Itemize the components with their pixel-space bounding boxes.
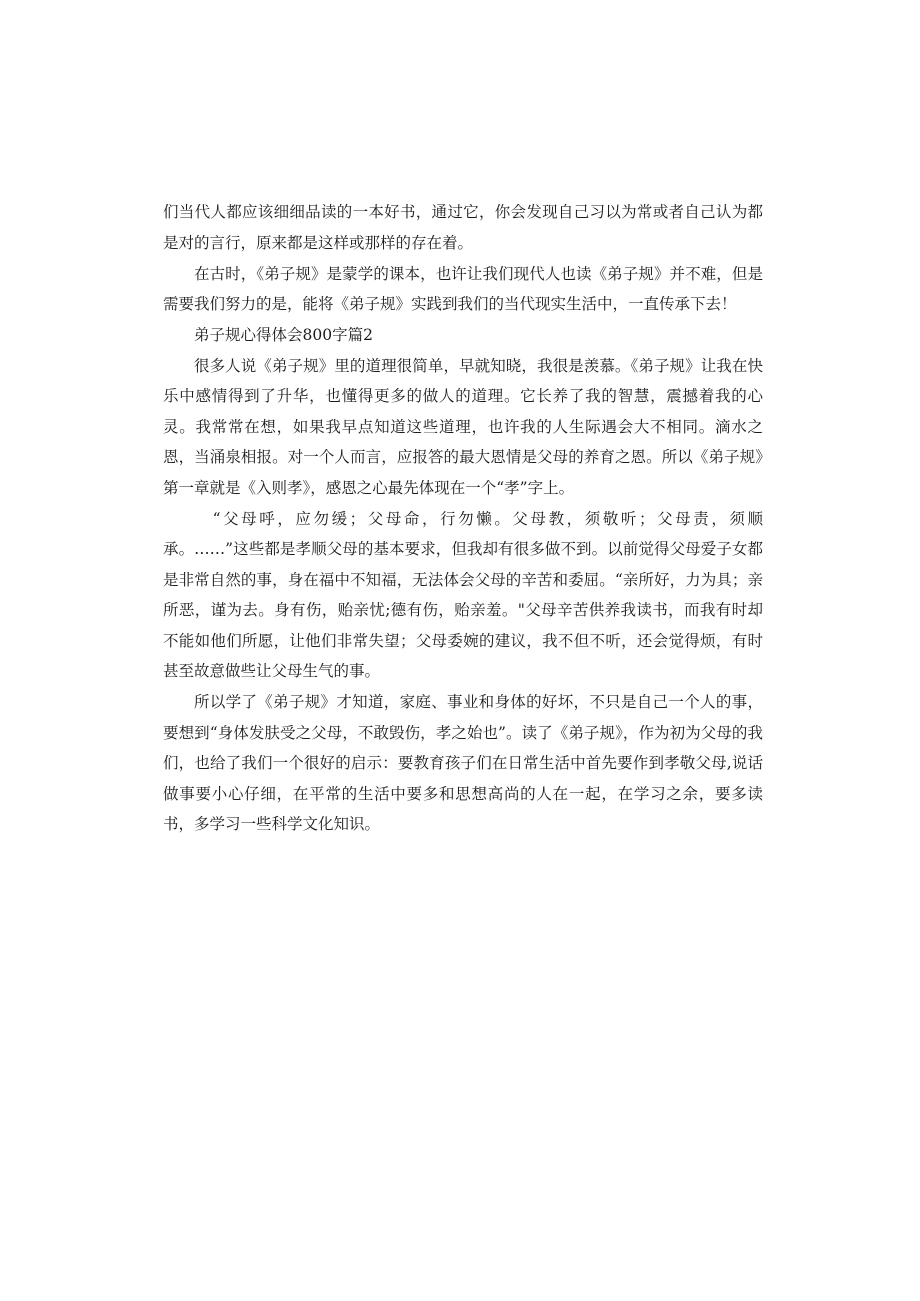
paragraph-many-people: 很多人说《弟子规》里的道理很简单，早就知晓，我很是羡慕。《弟子规》让我在快乐中感情得到了升华，也懂得更多的做人的道理。它长养了我的智慧，震撼着我的心灵。我常常在想，如果我早点知道这些道理，也许我的人生际遇会大不相同。滴水之恩，当涌泉相报。对一个人而言，应报答的最大恩情是父母的养育之恩。所以《弟子规》第一章就是《入则孝》，感恩之心最先体现在一个“孝”字上。 [163,356,763,497]
paragraph-continuation: 们当代人都应该细细品读的一本好书，通过它，你会发现自己习以为常或者自己认为都是对的言行，原来都是这样或那样的存在着。 [163,203,763,252]
paragraph-conclusion: 所以学了《弟子规》才知道，家庭、事业和身体的好坏，不只是自己一个人的事，要想到“身体发肤受之父母，不敢毁伤，孝之始也”。读了《弟子规》，作为初为父母的我们，也给了我们一个很好的启示：要教育孩子们在日常生活中首先要作到孝敬父母,说话做事要小心仔细，在平常的生活中要多和思想高尚的人在一起，在学习之余，要多读书，多学习一些科学文化知识。 [163,693,763,833]
document-body [163,197,763,840]
section-heading: 弟子规心得体会800字篇2 [194,326,373,344]
paragraph-ancient-times: 在古时，《弟子规》是蒙学的课本，也许让我们现代人也读《弟子规》并不难，但是需要我们努力的是，能将《弟子规》实践到我们的当代现实生活中，一直传承下去！ [163,264,763,313]
paragraph-parents-call: “父母呼，应勿缓；父母命，行勿懒。父母教，须敬听；父母责，须顺承。……”这些都是孝顺父母的基本要求，但我却有很多做不到。以前觉得父母爱子女都是非常自然的事，身在福中不知福，无法体会父母的辛苦和委屈。“亲所好，力为具；亲所恶，谨为去。身有伤，贻亲忧;德有伤，贻亲羞。"父母辛苦供养我读书，而我有时却不能如他们所愿，让他们非常失望；父母委婉的建议，我不但不听，还会觉得烦，有时甚至故意做些让父母生气的事。 [163,509,763,680]
